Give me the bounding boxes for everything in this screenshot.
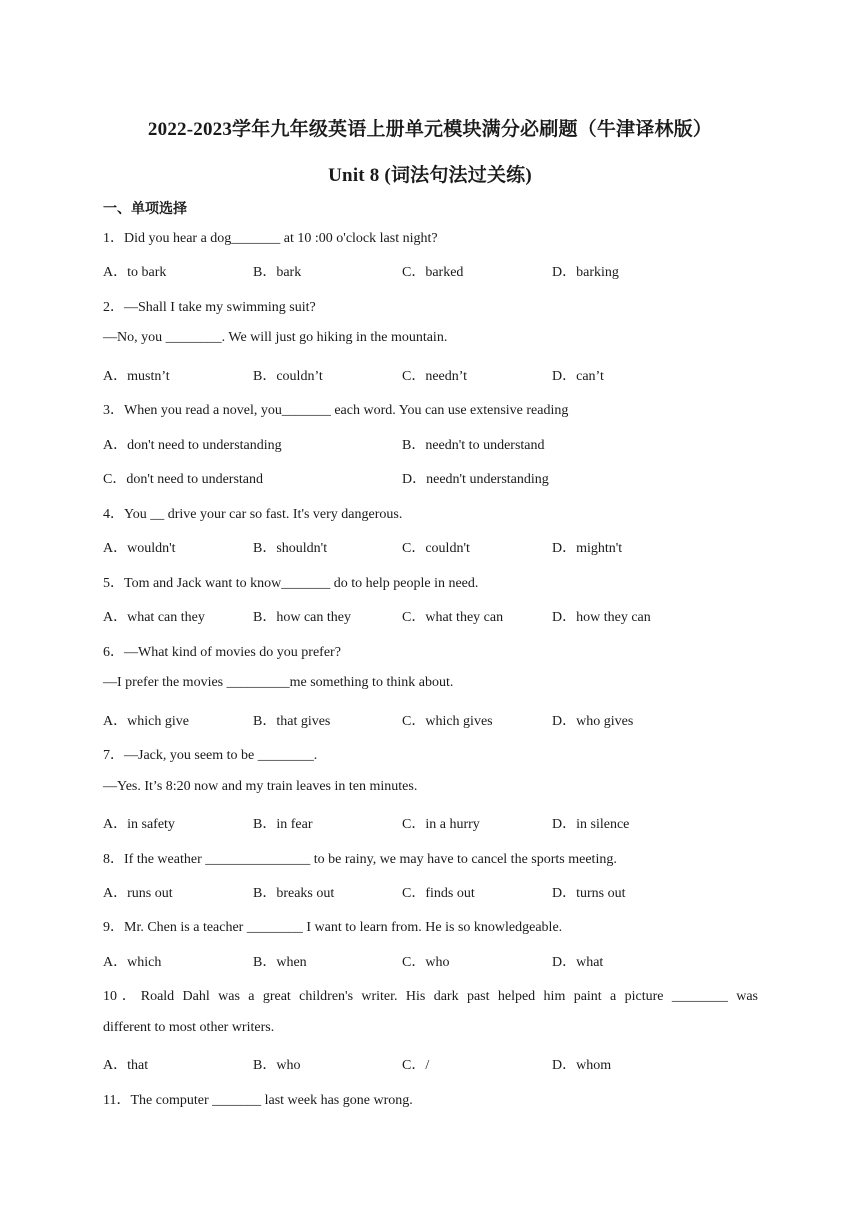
option-d: D．how they can <box>552 610 651 625</box>
option-a: A．wouldn't <box>103 541 176 556</box>
option-a: A．which <box>103 955 162 970</box>
section-heading: 一、单项选择 <box>103 202 187 217</box>
question-8-text: 8．If the weather _______________ to be rainy, we may have to cancel the sports meeting. <box>103 852 617 867</box>
option-d: D．mightn't <box>552 541 623 556</box>
option-c: C．don't need to understand <box>103 472 263 487</box>
option-d: D．barking <box>552 265 619 280</box>
option-d: D．in silence <box>552 817 630 832</box>
option-b: B．breaks out <box>253 886 335 901</box>
option-a: A．runs out <box>103 886 173 901</box>
question-10-text: 10．Roald Dahl was a great children's writer. His dark past helped him paint a picture ________ was <box>103 989 758 1004</box>
option-c: C．finds out <box>402 886 475 901</box>
option-c: C．in a hurry <box>402 817 480 832</box>
option-a: A．to bark <box>103 265 167 280</box>
option-b: B．in fear <box>253 817 313 832</box>
option-d: D．needn't understanding <box>402 472 549 487</box>
document-subtitle: Unit 8 (词法句法过关练) <box>328 165 532 186</box>
question-3-text: 3．When you read a novel, you_______ each word. You can use extensive reading <box>103 403 569 418</box>
question-6-text: 6．—What kind of movies do you prefer? <box>103 645 341 660</box>
option-d: D．whom <box>552 1058 612 1073</box>
option-c: C．needn’t <box>402 369 468 384</box>
question-4-text: 4．You __ drive your car so fast. It's very dangerous. <box>103 507 403 522</box>
option-c: C．/ <box>402 1058 430 1073</box>
option-b: B．bark <box>253 265 302 280</box>
option-a: A．which give <box>103 714 189 729</box>
option-b: B．how can they <box>253 610 351 625</box>
question-10-text-line2: different to most other writers. <box>103 1020 275 1035</box>
option-b: B．who <box>253 1058 301 1073</box>
option-c: C．couldn't <box>402 541 470 556</box>
option-c: C．which gives <box>402 714 493 729</box>
question-5-text: 5．Tom and Jack want to know_______ do to help people in need. <box>103 576 479 591</box>
option-c: C．what they can <box>402 610 504 625</box>
option-a: A．in safety <box>103 817 175 832</box>
question-2-text: 2．—Shall I take my swimming suit? <box>103 300 316 315</box>
option-c: C．who <box>402 955 450 970</box>
document-title: 2022-2023学年九年级英语上册单元模块满分必刷题（牛津译林版） <box>147 119 713 140</box>
option-d: D．turns out <box>552 886 626 901</box>
option-a: A．don't need to understanding <box>103 438 282 453</box>
question-1-text: 1．Did you hear a dog_______ at 10 :00 o'clock last night? <box>103 231 438 246</box>
option-d: D．can’t <box>552 369 604 384</box>
option-b: B．that gives <box>253 714 331 729</box>
option-b: B．shouldn't <box>253 541 328 556</box>
question-7-text: 7．—Jack, you seem to be ________. <box>103 748 318 763</box>
option-c: C．barked <box>402 265 464 280</box>
question-7-text-line2: —Yes. It’s 8:20 now and my train leaves in ten minutes. <box>103 779 418 794</box>
question-11-text: 11．The computer _______ last week has gone wrong. <box>103 1093 413 1108</box>
option-a: A．mustn’t <box>103 369 170 384</box>
option-b: B．couldn’t <box>253 369 323 384</box>
option-a: A．what can they <box>103 610 205 625</box>
option-b: B．when <box>253 955 307 970</box>
question-2-text-line2: —No, you ________. We will just go hiking in the mountain. <box>103 330 448 345</box>
question-9-text: 9．Mr. Chen is a teacher ________ I want to learn from. He is so knowledgeable. <box>103 920 563 935</box>
question-6-text-line2: —I prefer the movies _________me something to think about. <box>103 675 454 690</box>
option-b: B．needn't to understand <box>402 438 545 453</box>
option-d: D．what <box>552 955 604 970</box>
option-d: D．who gives <box>552 714 634 729</box>
option-a: A．that <box>103 1058 149 1073</box>
